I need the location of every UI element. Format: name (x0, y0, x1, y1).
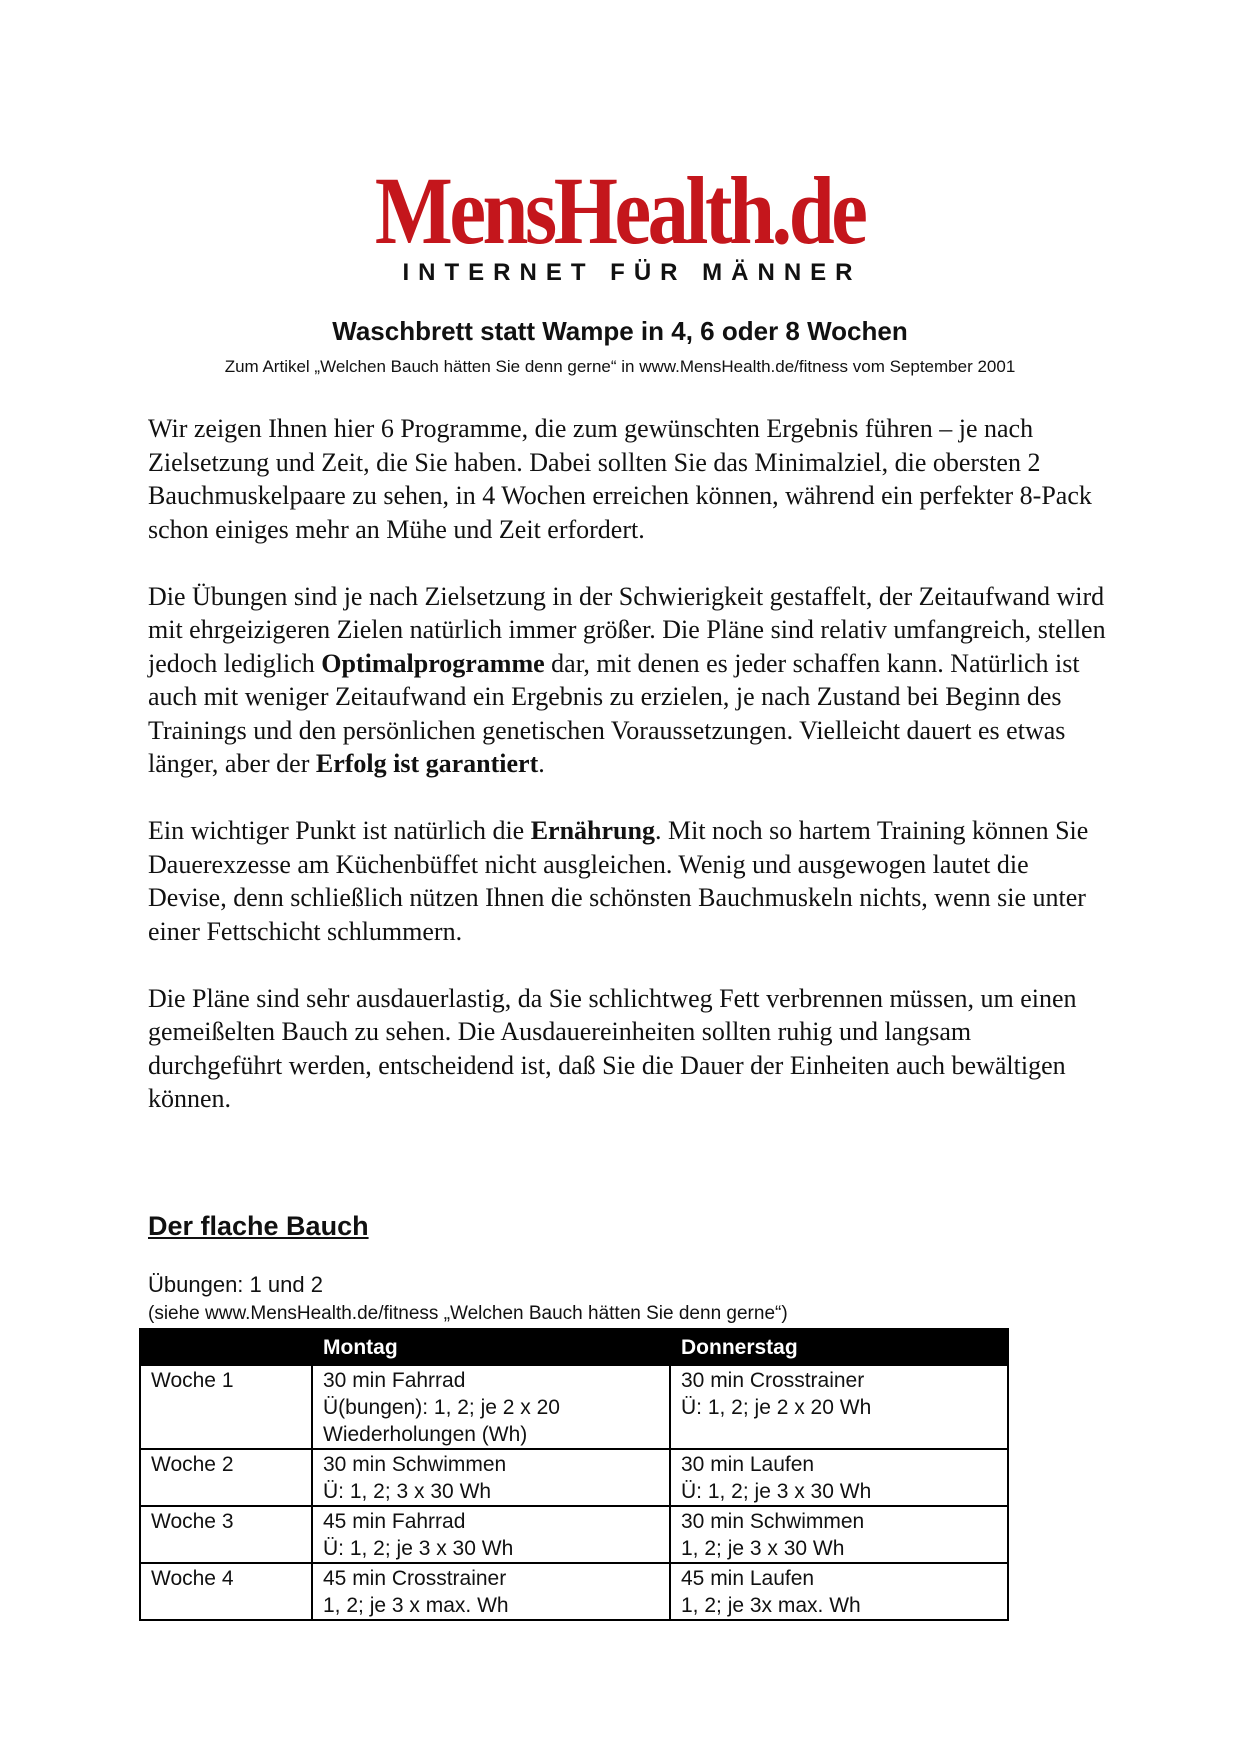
cell-line: 45 min Laufen (681, 1567, 815, 1590)
header-week (140, 1329, 312, 1365)
cell-line: 30 min Laufen (681, 1453, 815, 1476)
thursday-cell (670, 1506, 1008, 1563)
header-monday: Montag (312, 1329, 670, 1365)
training-plan-table (139, 1328, 1009, 1621)
paragraph-3-bold-ernaehrung: Ernährung (530, 816, 655, 845)
header-thursday: Donnerstag (670, 1329, 1008, 1365)
cell-line: Ü: 1, 2; je 3 x 30 Wh (681, 1480, 872, 1503)
table-row (140, 1506, 1008, 1563)
paragraph-1-text: Wir zeigen Ihnen hier 6 Programme, die zum gewünschten Ergebnis führen – je nach Zielsetzung und Zeit, die Sie haben. Dabei sollten Sie das Minimalziel, die obersten 2 Bauchmuskelpaare zu sehen, in 4 Wochen erreichen können, während ein perfekter 8-Pack schon einiges mehr an Mühe und Zeit erfordert. (148, 414, 1092, 544)
table-row (140, 1563, 1008, 1620)
logo-tagline: INTERNET FÜR MÄNNER (402, 259, 862, 286)
page-title: Waschbrett statt Wampe in 4, 6 oder 8 Wochen (332, 316, 908, 346)
thursday-cell (670, 1449, 1008, 1506)
cell-line: 45 min Crosstrainer (323, 1567, 507, 1590)
thursday-cell (670, 1365, 1008, 1449)
paragraph-2-bold-erfolg: Erfolg ist garantiert (315, 749, 539, 778)
menshealth-logo (0, 157, 1240, 287)
cell-line: Ü: 1, 2; je 3 x 30 Wh (323, 1537, 514, 1560)
cell-line: 1, 2; je 3 x max. Wh (323, 1594, 509, 1617)
cell-line: Ü: 1, 2; je 2 x 20 Wh (681, 1396, 872, 1419)
week-cell: Woche 2 (140, 1449, 312, 1506)
week-cell: Woche 1 (140, 1365, 312, 1449)
paragraph-2-text-a: Die Übungen sind je nach Zielsetzung in der Schwierigkeit gestaffelt, der Zeitaufwand wird mit ehrgeizigeren Zielen natürlich immer größer. Die Pläne sind relativ umfangreich, stellen jedoch lediglich (148, 581, 1106, 678)
table-header-row (140, 1329, 1008, 1365)
week-cell: Woche 3 (140, 1506, 312, 1563)
logo-brand: MensHealth.de (375, 157, 865, 264)
cell-line: Ü(bungen): 1, 2; je 2 x 20 (323, 1396, 560, 1419)
article-body (148, 412, 1108, 1149)
paragraph-2-text-e: . (538, 749, 545, 778)
week-cell: Woche 4 (140, 1563, 312, 1620)
paragraph-2 (148, 580, 1108, 781)
cell-line: 30 min Crosstrainer (681, 1369, 865, 1392)
table-row (140, 1365, 1008, 1449)
exercises-label: Übungen: 1 und 2 (148, 1272, 323, 1297)
page-subtitle: Zum Artikel „Welchen Bauch hätten Sie denn gerne“ in www.MensHealth.de/fitness vom September 2001 (224, 357, 1016, 376)
monday-cell (312, 1563, 670, 1620)
cell-line: 1, 2; je 3x max. Wh (681, 1594, 861, 1617)
paragraph-3-text-c: . Mit noch so hartem Training können Sie Dauerexzesse am Küchenbüffet nicht ausgleichen. Wenig und ausgewogen lautet die Devise, denn schließlich nützen Ihnen die schönsten Bauchmuskeln nichts, wenn sie unter einer Fettschicht schlummern. (148, 816, 1089, 946)
cell-line: 45 min Fahrrad (323, 1510, 466, 1533)
paragraph-2-bold-optimalprogramme: Optimalprogramme (321, 648, 545, 678)
monday-cell (312, 1365, 670, 1449)
paragraph-3-text-a: Ein wichtiger Punkt ist natürlich die (148, 816, 531, 845)
table-row (140, 1449, 1008, 1506)
monday-cell (312, 1449, 670, 1506)
paragraph-4 (148, 982, 1108, 1116)
cell-line: 30 min Schwimmen (323, 1453, 507, 1476)
paragraph-4-text: Die Pläne sind sehr ausdauerlastig, da Sie schlichtweg Fett verbrennen müssen, um einen gemeißelten Bauch zu sehen. Die Ausdauereinheiten sollten ruhig und langsam durchgeführt werden, entscheidend ist, daß Sie die Dauer der Einheiten auch bewältigen können. (148, 983, 1077, 1113)
thursday-cell (670, 1563, 1008, 1620)
cell-line: 30 min Schwimmen (681, 1510, 865, 1533)
cell-line: 1, 2; je 3 x 30 Wh (681, 1537, 845, 1560)
paragraph-2-text-c: dar, mit denen es jeder schaffen kann. Natürlich ist auch mit weniger Zeitaufwand ein Ergebnis zu erzielen, je nach Zustand bei Beginn des Trainings und den persönlichen genetischen Voraussetzungen. Vielleicht dauert es etwas länger, aber der (148, 648, 1080, 778)
cell-line: Wiederholungen (Wh) (323, 1423, 528, 1446)
section-heading: Der flache Bauch (148, 1211, 369, 1241)
cell-line: Ü: 1, 2; 3 x 30 Wh (323, 1480, 492, 1503)
paragraph-3 (148, 814, 1108, 948)
monday-cell (312, 1506, 670, 1563)
exercises-reference: (siehe www.MensHealth.de/fitness „Welchen Bauch hätten Sie denn gerne“) (148, 1303, 788, 1324)
paragraph-1 (148, 412, 1108, 546)
cell-line: 30 min Fahrrad (323, 1369, 466, 1392)
